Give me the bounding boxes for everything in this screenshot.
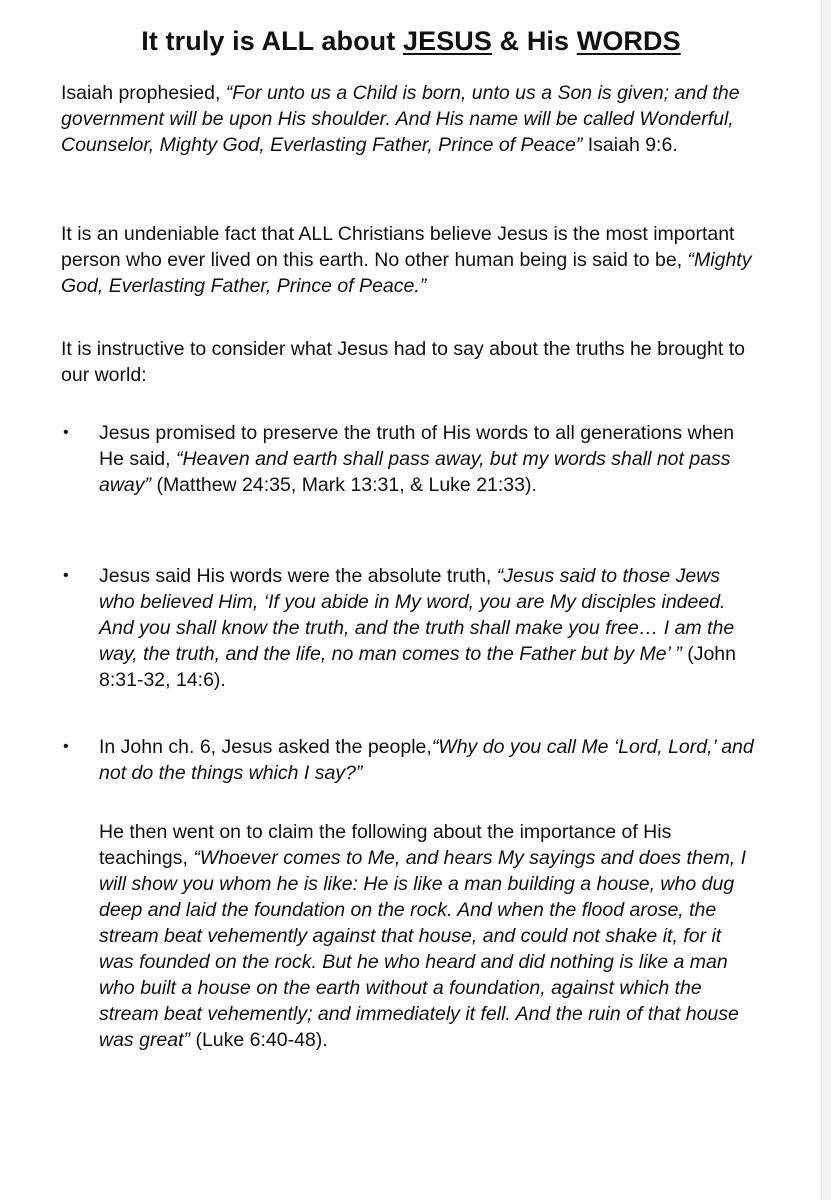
paragraph-instructive: It is instructive to consider what Jesus had to say about the truths he brought to our world: xyxy=(61,338,745,386)
bullet-item-preserve-words: Jesus promised to preserve the truth of His words to all generations when He said, “Heaven and earth shall pass away, but my words shall not pass away” (Matthew 24:35, Mark 13:31, & Luke 21:33). xyxy=(99,422,735,496)
isaiah-quote: “For unto us a Child is born, unto us a Son is given; and the government will be upon His shoulder. And His name will be called Wonderful, Counselor, Mighty God, Everlasting Father, Prince of Peace” xyxy=(61,82,740,156)
bullet-marker: • xyxy=(63,738,69,755)
isaiah-reference: Isaiah 9:6. xyxy=(582,134,678,156)
bullet-marker: • xyxy=(63,424,69,441)
house-on-rock-quote: “Whoever comes to Me, and hears My sayings and does them, I will show you whom he is like: He is like a man building a house, who dug deep and laid the foundation on the rock. And when the flood arose, the stream beat vehemently against that house, and could not shake it, for it was founded on the rock. But he who heard and did nothing is like a man who built a house on the earth without a foundation, against which the stream beat vehemently; and immediately it fell. And the ruin of that house was great” xyxy=(99,847,747,1051)
heaven-and-earth-quote: “Heaven and earth shall pass away, but my words shall not pass away” xyxy=(99,448,731,496)
paragraph-christians-believe: It is an undeniable fact that ALL Christians believe Jesus is the most important person who ever lived on this earth. No other human being is said to be, “Mighty God, Everlasting Father, Prince of Peace.” xyxy=(61,223,752,297)
page-title: It truly is ALL about JESUS & His WORDS xyxy=(141,26,681,56)
luke-reference: (Luke 6:40-48). xyxy=(190,1029,328,1051)
john-reference: (John 8:31-32, 14:6). xyxy=(99,643,736,691)
lord-lord-quote: “Why do you call Me ‘Lord, Lord,’ and not do the things which I say?” xyxy=(99,736,754,784)
bullet-item-lord-lord: In John ch. 6, Jesus asked the people,“Why do you call Me ‘Lord, Lord,’ and not do the things which I say?” xyxy=(99,736,754,784)
bullet-item-absolute-truth: Jesus said His words were the absolute truth, “Jesus said to those Jews who believed Him, ‘If you abide in My word, you are My disciples indeed. And you shall know the truth, and the truth shall make you free… I am the way, the truth, and the life, no man comes to the Father but by Me’ ” (John 8:31-32, 14:6). xyxy=(99,565,736,691)
bullet-marker: • xyxy=(63,567,69,584)
title-jesus: JESUS xyxy=(402,26,493,56)
paragraph-isaiah: Isaiah prophesied, “For unto us a Child is born, unto us a Son is given; and the government will be upon His shoulder. And His name will be called Wonderful, Counselor, Mighty God, Everlasting Father, Prince of Peace” Isaiah 9:6. xyxy=(61,82,740,156)
mighty-god-quote: “Mighty God, Everlasting Father, Prince of Peace.” xyxy=(61,249,752,297)
title-words: WORDS xyxy=(576,26,681,56)
truth-quote: “Jesus said to those Jews who believed Him, ‘If you abide in My word, you are My disciples indeed. And you shall know the truth, and the truth shall make you free… I am the way, the truth, and the life, no man comes to the Father but by Me’ ” xyxy=(99,565,735,665)
matthew-reference: (Matthew 24:35, Mark 13:31, & Luke 21:33). xyxy=(151,474,537,496)
paragraph-house-on-rock: He then went on to claim the following about the importance of His teachings, “Whoever comes to Me, and hears My sayings and does them, I will show you whom he is like: He is like a man building a house, who dug deep and laid the foundation on the rock. And when the flood arose, the stream beat vehemently against that house, and could not shake it, for it was founded on the rock. But he who heard and did nothing is like a man who built a house on the earth without a foundation, against which the stream beat vehemently; and immediately it fell. And the ruin of that house was great” (Luke 6:40-48). xyxy=(99,821,747,1051)
